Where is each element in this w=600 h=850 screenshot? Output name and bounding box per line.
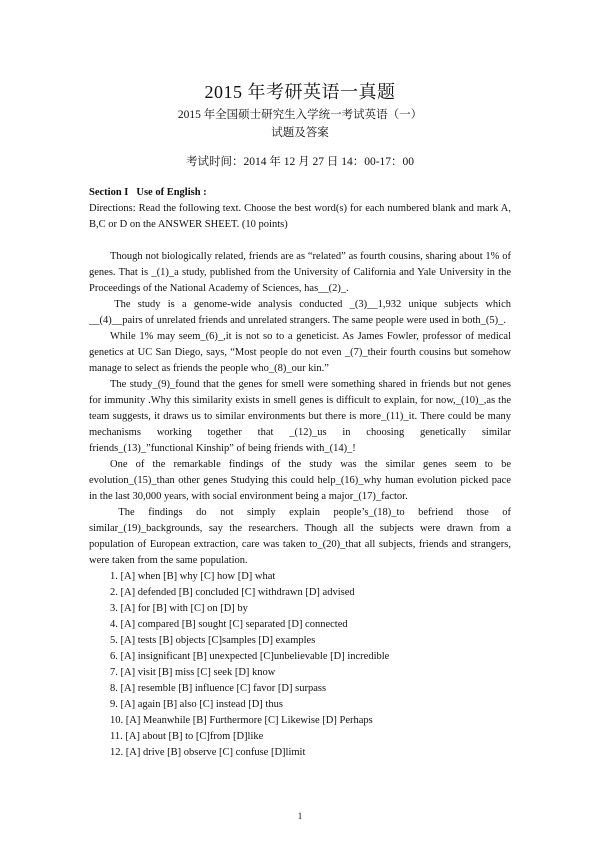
answer-options-list [89, 569, 511, 761]
section-label: Section I [89, 187, 129, 198]
document-subtitle: 2015 年全国硕士研究生入学统一考试英语（一） [177, 109, 423, 121]
answer-option: 3. [A] for [B] with [C] on [D] by [110, 603, 248, 614]
answer-option: 8. [A] resemble [B] influence [C] favor [D] surpass [110, 683, 327, 694]
document-body [89, 185, 511, 761]
page-number: 1 [297, 811, 303, 821]
answer-option: 4. [A] compared [B] sought [C] separated [D] connected [110, 619, 348, 630]
section-name: Use of English : [136, 187, 207, 198]
document-title: 2015 年考研英语一真题 [204, 82, 396, 102]
section-heading [89, 185, 511, 201]
passage-paragraph: Though not biologically related, friends are as “related” as fourth cousins, sharing about 1% of genes. That is _(1)_a study, published from the University of California and Yale University in the Proceedings of the National Academy of Sciences, has__(2)_. [89, 251, 511, 294]
passage-paragraph: The findings do not simply explain people’s_(18)_to befriend those of similar_(19)_backgrounds, say the researchers. Though all the subjects were drawn from a population of European extraction, care was taken to_(20)_that all subjects, friends and strangers, were taken from the same population. [89, 507, 511, 566]
section-directions: Directions: Read the following text. Choose the best word(s) for each numbered blank and mark A, B,C or D on the ANSWER SHEET. (10 points) [89, 203, 511, 230]
answer-option: 6. [A] insignificant [B] unexpected [C]unbelievable [D] incredible [110, 651, 390, 662]
answer-option: 5. [A] tests [B] objects [C]samples [D] examples [110, 635, 316, 646]
answer-option: 2. [A] defended [B] concluded [C] withdrawn [D] advised [110, 587, 355, 598]
answer-option: 1. [A] when [B] why [C] how [D] what [110, 571, 276, 582]
passage-paragraph: While 1% may seem_(6)_,it is not so to a geneticist. As James Fowler, professor of medical genetics at UC San Diego, says, “Most people do not even _(7)_their fourth cousins but somehow manage to select as friends the people who_(8)_our kin.” [89, 331, 511, 374]
reading-passage [89, 249, 511, 569]
document-subtitle-answers: 试题及答案 [271, 127, 329, 139]
answer-option: 11. [A] about [B] to [C]from [D]like [110, 731, 264, 742]
answer-option: 12. [A] drive [B] observe [C] confuse [D]limit [110, 747, 306, 758]
exam-time: 考试时间：2014 年 12 月 27 日 14：00-17：00 [185, 156, 415, 168]
passage-paragraph: The study is a genome-wide analysis conducted _(3)__1,932 unique subjects which __(4)__pairs of unrelated friends and unrelated strangers. The same people were used in both_(5)_. [89, 299, 511, 326]
answer-option: 10. [A] Meanwhile [B] Furthermore [C] Likewise [D] Perhaps [110, 715, 373, 726]
passage-paragraph: One of the remarkable findings of the study was the similar genes seem to be evolution_(15)_than other genes Studying this could help_(16)_why human evolution picked pace in the last 30,000 years, with social environment being a major_(17)_factor. [89, 459, 511, 502]
answer-option: 7. [A] visit [B] miss [C] seek [D] know [110, 667, 276, 678]
passage-paragraph: The study_(9)_found that the genes for smell were something shared in friends but not genes for immunity .Why this similarity exists in smell genes is difficult to explain, for now,_(10)_,as the team suggests, it draws us to similar environments but there is more_(11)_it. There could be many mechanisms working together that _(12)_us in choosing genetically similar friends_(13)_”functional Kinship” of being friends with_(14)_! [89, 379, 511, 454]
answer-option: 9. [A] again [B] also [C] instead [D] thus [110, 699, 283, 710]
